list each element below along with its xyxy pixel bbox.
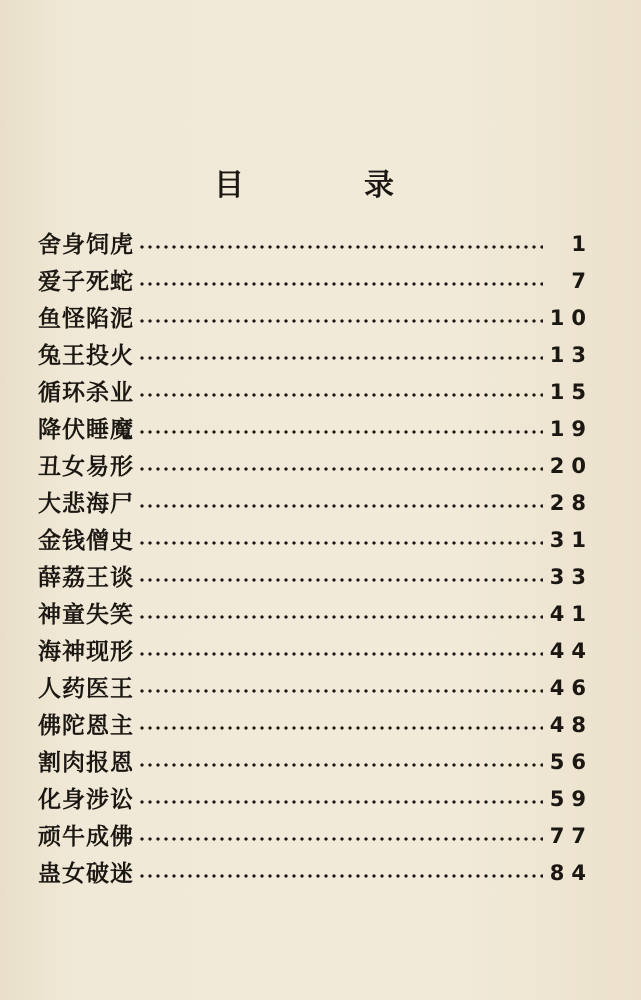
- toc-entry-page: 10: [549, 306, 593, 330]
- dot-leader: [138, 466, 543, 472]
- dot-leader: [138, 540, 543, 546]
- toc-entry-title: 化身涉讼: [38, 786, 134, 813]
- toc-entry-page: 28: [549, 491, 593, 515]
- toc-entry-title: 顽牛成佛: [38, 823, 134, 850]
- toc-entry-page: 41: [549, 602, 593, 626]
- toc-entry: [38, 522, 593, 559]
- dot-leader: [138, 836, 543, 842]
- toc-entry-title: 海神现形: [38, 638, 134, 665]
- toc-entry: [38, 226, 593, 263]
- dot-leader: [138, 503, 543, 509]
- toc-entry-title: 佛陀恩主: [38, 712, 134, 739]
- toc-entry: [38, 744, 593, 781]
- toc-entry: [38, 818, 593, 855]
- toc-entry: [38, 559, 593, 596]
- toc-entry-title: 降伏睡魔: [38, 416, 134, 443]
- toc-entry: [38, 337, 593, 374]
- dot-leader: [138, 873, 543, 879]
- toc-entry-title: 兔王投火: [38, 342, 134, 369]
- toc-entry: [38, 300, 593, 337]
- toc-entry-page: 46: [549, 676, 593, 700]
- dot-leader: [138, 244, 543, 250]
- dot-leader: [138, 799, 543, 805]
- dot-leader: [138, 651, 543, 657]
- toc-entry: [38, 263, 593, 300]
- toc-entry: [38, 855, 593, 892]
- dot-leader: [138, 318, 543, 324]
- toc-entry: [38, 448, 593, 485]
- title-char-1: 目: [214, 168, 244, 203]
- dot-leader: [138, 281, 543, 287]
- toc-entry-title: 爱子死蛇: [38, 268, 134, 295]
- toc-entry-page: 31: [549, 528, 593, 552]
- dot-leader: [138, 429, 543, 435]
- dot-leader: [138, 725, 543, 731]
- toc-entry-title: 循环杀业: [38, 379, 134, 406]
- table-of-contents: [38, 226, 593, 892]
- toc-entry: [38, 374, 593, 411]
- toc-entry: [38, 411, 593, 448]
- toc-entry-title: 薛荔王谈: [38, 564, 134, 591]
- toc-entry-page: 33: [549, 565, 593, 589]
- toc-entry-page: 15: [549, 380, 593, 404]
- toc-entry-title: 蛊女破迷: [38, 860, 134, 887]
- dot-leader: [138, 392, 543, 398]
- toc-entry-page: 7: [571, 269, 593, 293]
- toc-entry-title: 神童失笑: [38, 601, 134, 628]
- dot-leader: [138, 577, 543, 583]
- toc-entry-page: 48: [549, 713, 593, 737]
- toc-entry-page: 84: [549, 861, 593, 885]
- toc-entry-page: 44: [549, 639, 593, 663]
- toc-entry: [38, 633, 593, 670]
- toc-entry-title: 割肉报恩: [38, 749, 134, 776]
- toc-entry-title: 鱼怪陷泥: [38, 305, 134, 332]
- dot-leader: [138, 355, 543, 361]
- toc-entry-title: 大悲海尸: [38, 490, 134, 517]
- toc-entry-page: 59: [549, 787, 593, 811]
- toc-entry: [38, 707, 593, 744]
- toc-entry-page: 1: [571, 232, 593, 256]
- toc-entry-title: 丑女易形: [38, 453, 134, 480]
- toc-entry: [38, 670, 593, 707]
- toc-entry-page: 19: [549, 417, 593, 441]
- toc-entry-title: 舍身饲虎: [38, 231, 134, 258]
- dot-leader: [138, 762, 543, 768]
- toc-entry-page: 56: [549, 750, 593, 774]
- title-char-2: 录: [364, 168, 394, 203]
- dot-leader: [138, 614, 543, 620]
- toc-entry-page: 20: [549, 454, 593, 478]
- toc-entry: [38, 781, 593, 818]
- toc-entry: [38, 596, 593, 633]
- toc-entry: [38, 485, 593, 522]
- dot-leader: [138, 688, 543, 694]
- toc-entry-title: 金钱僧史: [38, 527, 134, 554]
- toc-entry-page: 13: [549, 343, 593, 367]
- toc-entry-title: 人药医王: [38, 675, 134, 702]
- toc-entry-page: 77: [549, 824, 593, 848]
